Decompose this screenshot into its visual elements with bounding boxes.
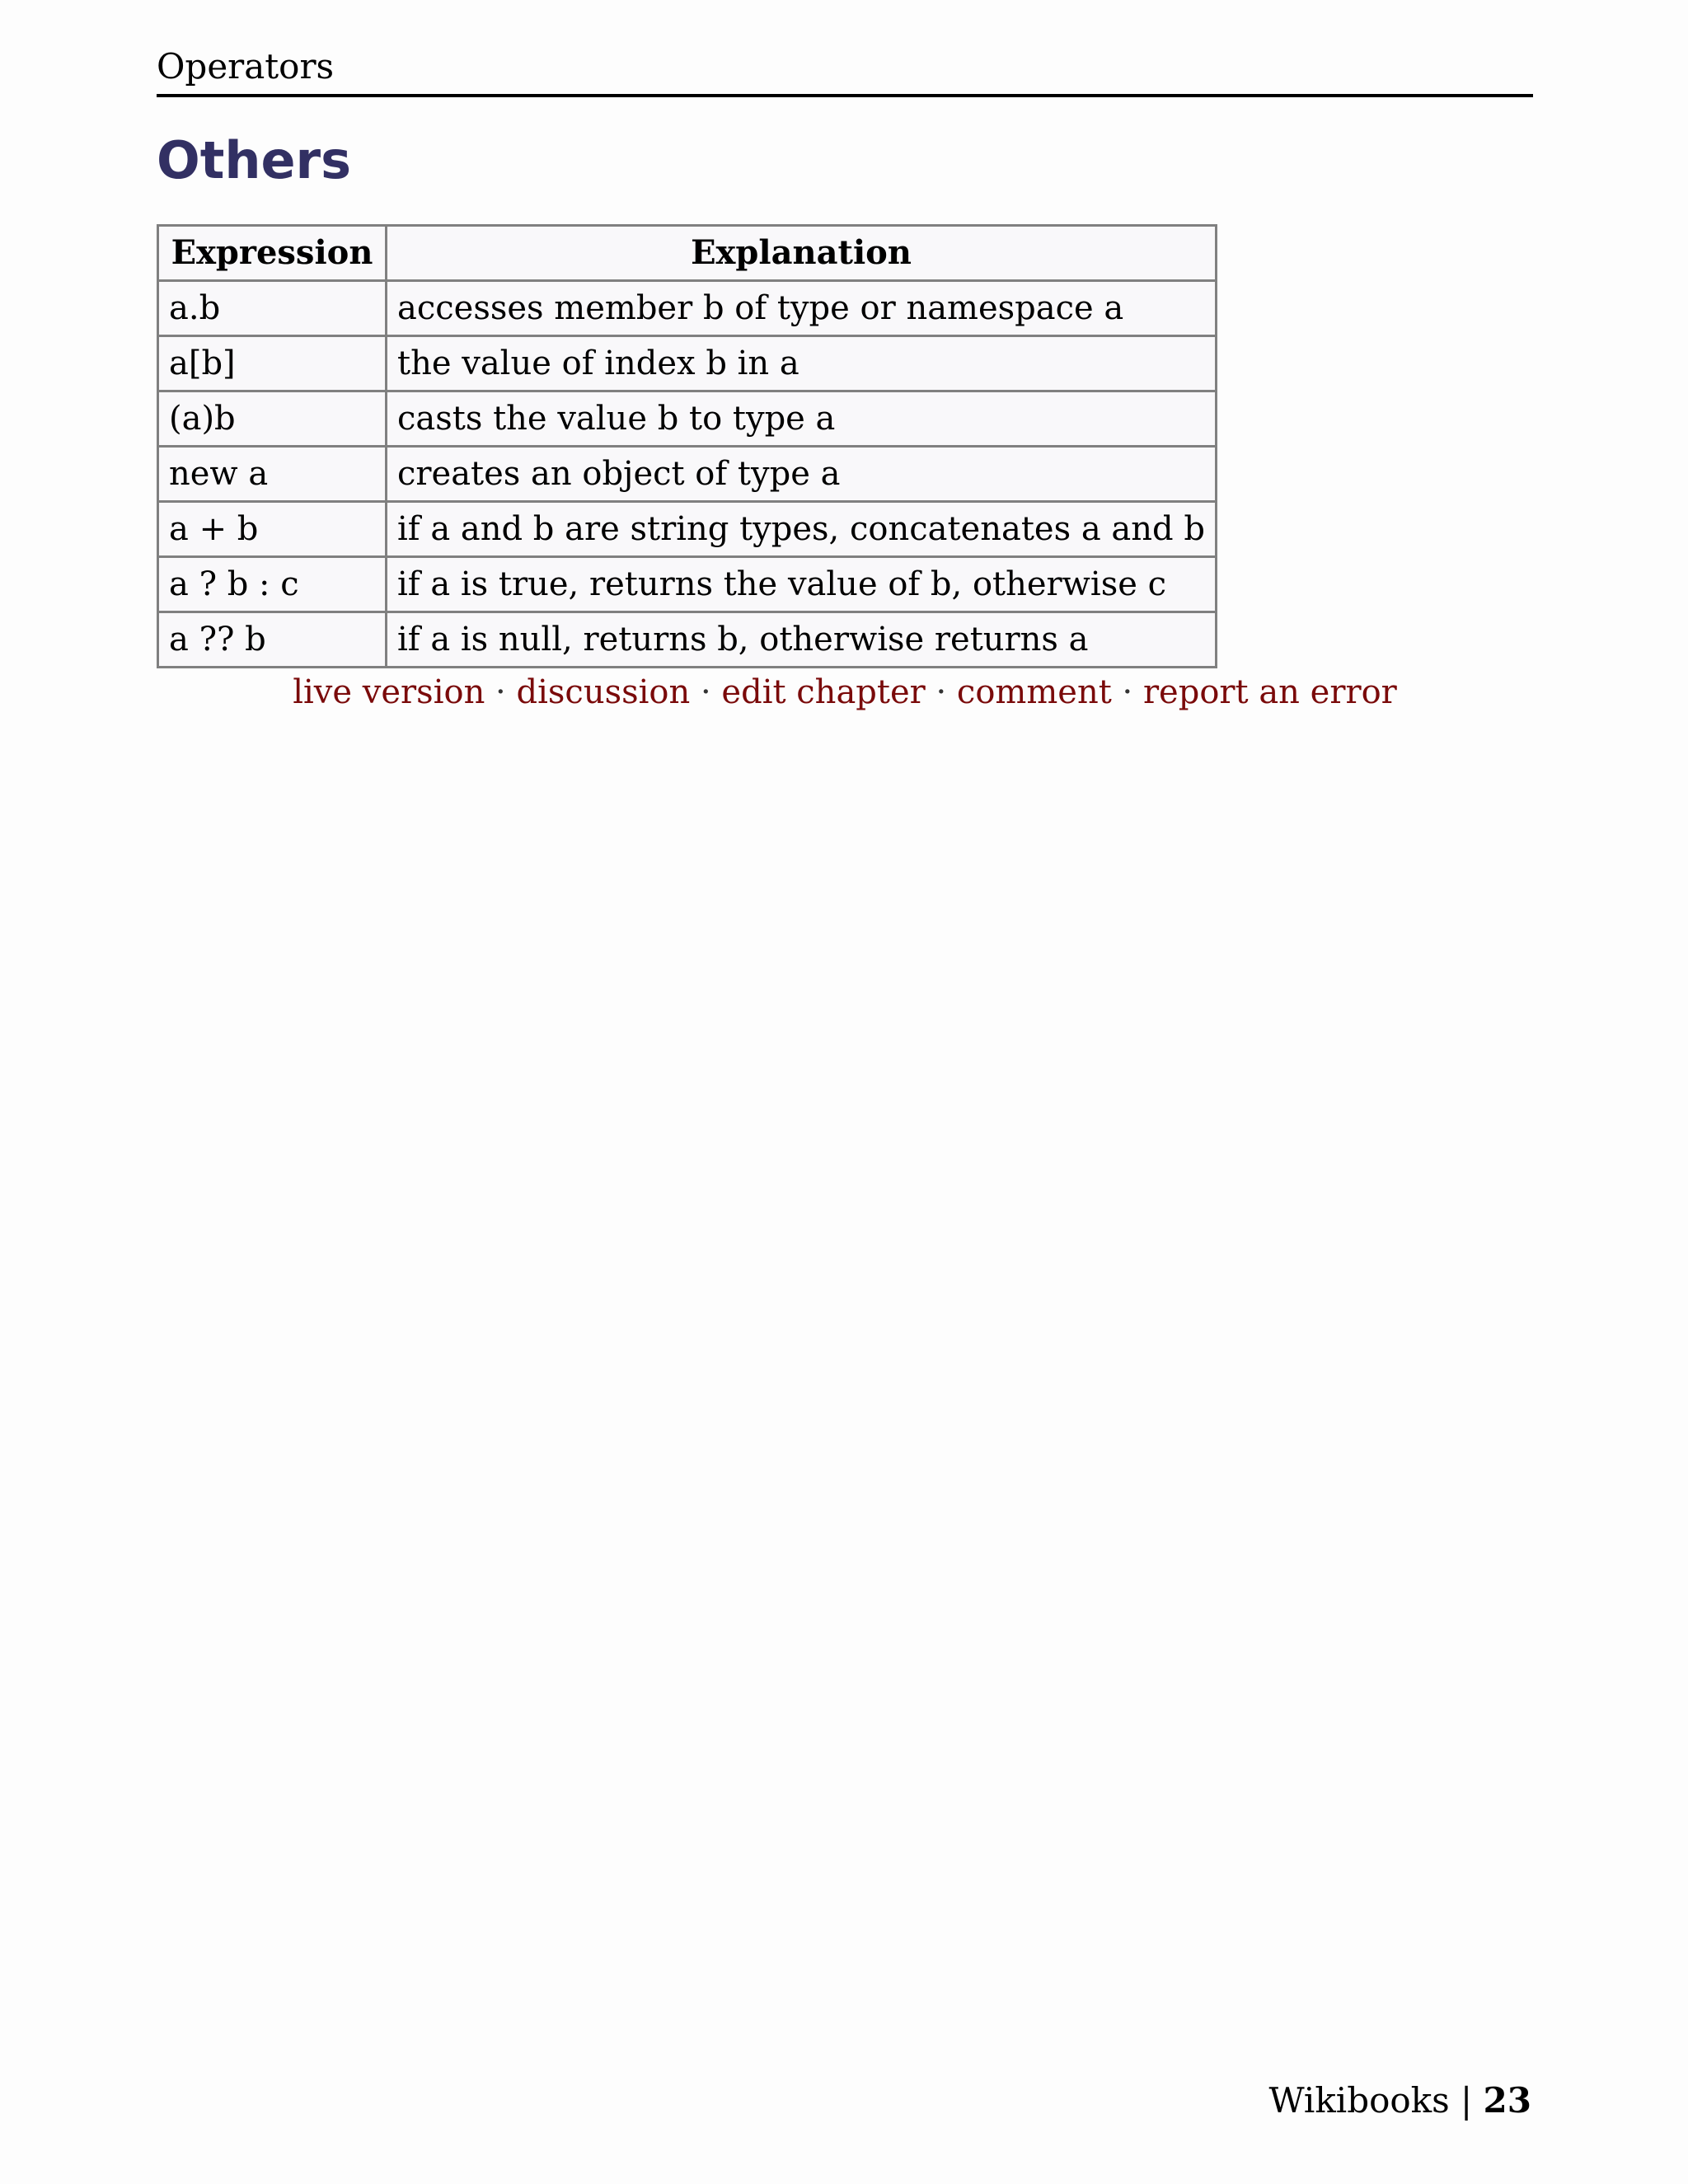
explanation-cell: accesses member b of type or namespace a — [387, 281, 1217, 336]
report-error-link[interactable]: report an error — [1142, 673, 1397, 711]
expression-cell: a ?? b — [158, 612, 387, 668]
link-separator: · — [495, 673, 506, 711]
live-version-link[interactable]: live version — [293, 673, 485, 711]
page-number: 23 — [1483, 2080, 1531, 2121]
footer-publisher: Wikibooks — [1268, 2080, 1450, 2121]
page-footer — [1268, 2080, 1531, 2121]
page-content — [157, 46, 1533, 713]
edit-chapter-link[interactable]: edit chapter — [721, 673, 926, 711]
expression-cell: a[b] — [158, 336, 387, 391]
expression-cell: a.b — [158, 281, 387, 336]
explanation-cell: if a is null, returns b, otherwise returns a — [387, 612, 1217, 668]
footer-divider: | — [1461, 2080, 1473, 2121]
explanation-cell: if a is true, returns the value of b, otherwise c — [387, 557, 1217, 612]
table-row — [158, 336, 1217, 391]
chapter-links — [157, 672, 1533, 713]
column-header-expression: Expression — [158, 226, 387, 281]
operators-table — [157, 224, 1217, 668]
table-row — [158, 502, 1217, 557]
explanation-cell: the value of index b in a — [387, 336, 1217, 391]
column-header-explanation: Explanation — [387, 226, 1217, 281]
table-row — [158, 557, 1217, 612]
explanation-cell: if a and b are string types, concatenates a and b — [387, 502, 1217, 557]
table-header-row — [158, 226, 1217, 281]
expression-cell: a ? b : c — [158, 557, 387, 612]
running-header: Operators — [157, 49, 1533, 97]
link-separator: · — [1122, 673, 1133, 711]
table-row — [158, 391, 1217, 447]
expression-cell: (a)b — [158, 391, 387, 447]
section-title: Others — [157, 130, 352, 190]
table-row — [158, 612, 1217, 668]
comment-link[interactable]: comment — [956, 673, 1112, 711]
discussion-link[interactable]: discussion — [516, 673, 691, 711]
expression-cell: a + b — [158, 502, 387, 557]
expression-cell: new a — [158, 447, 387, 502]
explanation-cell: casts the value b to type a — [387, 391, 1217, 447]
table-row — [158, 447, 1217, 502]
table-row — [158, 281, 1217, 336]
explanation-cell: creates an object of type a — [387, 447, 1217, 502]
link-separator: · — [935, 673, 947, 711]
link-separator: · — [700, 673, 711, 711]
